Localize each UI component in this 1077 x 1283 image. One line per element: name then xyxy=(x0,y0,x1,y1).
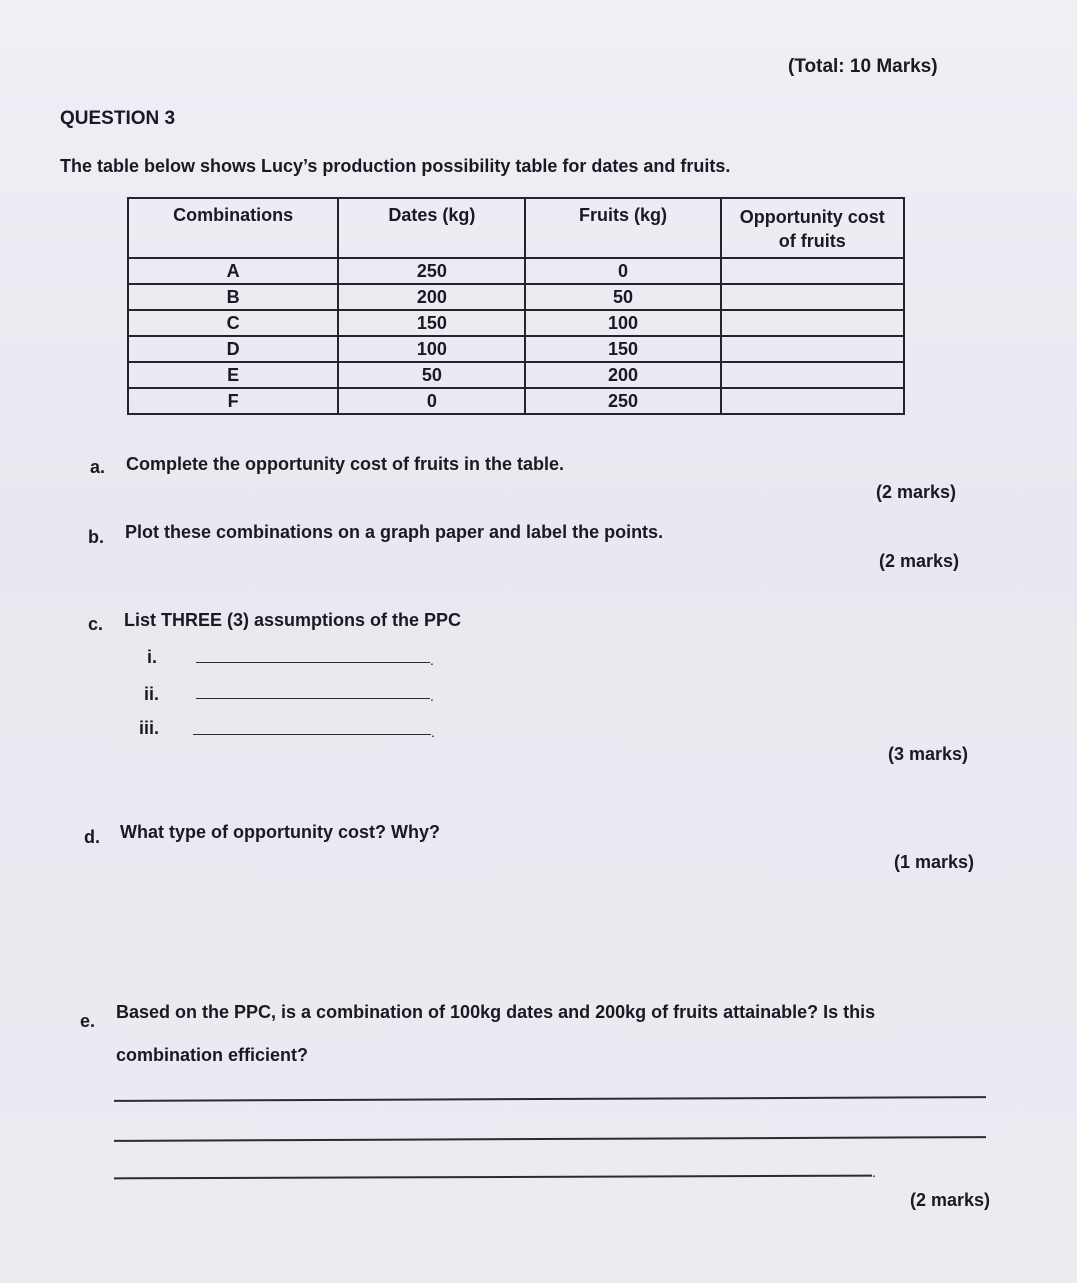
part-c-text: List THREE (3) assumptions of the PPC xyxy=(124,610,462,630)
cell-combination: A xyxy=(128,258,338,284)
part-d-letter: d. xyxy=(84,827,100,847)
cell-fruits: 50 xyxy=(525,284,720,310)
cell-fruits: 250 xyxy=(525,388,720,414)
question-heading: QUESTION 3 xyxy=(60,108,176,129)
part-a-marks: (2 marks) xyxy=(876,482,957,502)
cell-fruits: 100 xyxy=(525,310,720,336)
punctuation-dot: . xyxy=(430,652,434,668)
header-dates: Dates (kg) xyxy=(338,198,525,258)
cell-combination: F xyxy=(128,388,338,414)
punctuation-dot: . xyxy=(431,724,435,740)
cell-combination: E xyxy=(128,362,338,388)
table-row xyxy=(128,258,904,284)
cell-dates: 100 xyxy=(338,336,525,362)
part-d-marks: (1 marks) xyxy=(894,852,975,872)
answer-line-e-1[interactable] xyxy=(114,1096,986,1102)
table-row xyxy=(128,284,904,310)
cell-fruits: 150 xyxy=(525,336,720,362)
part-b-letter: b. xyxy=(88,527,104,547)
answer-line-e-2[interactable] xyxy=(114,1136,986,1142)
cell-combination: B xyxy=(128,284,338,310)
part-e-letter: e. xyxy=(80,1011,96,1031)
table-row xyxy=(128,362,904,388)
cell-fruits: 200 xyxy=(525,362,720,388)
cell-dates: 50 xyxy=(338,362,525,388)
cell-fruits: 0 xyxy=(525,258,720,284)
table-row xyxy=(128,310,904,336)
cell-dates: 0 xyxy=(338,388,525,414)
production-possibility-table xyxy=(127,197,905,415)
cell-opportunity-cost[interactable] xyxy=(721,336,904,362)
part-e-marks: (2 marks) xyxy=(910,1190,991,1210)
header-fruits: Fruits (kg) xyxy=(525,198,720,258)
punctuation-dot: . xyxy=(872,1164,876,1180)
cell-dates: 250 xyxy=(338,258,525,284)
part-e-text-line2: combination efficient? xyxy=(116,1045,309,1065)
answer-line-c-iii[interactable] xyxy=(193,734,431,735)
question-intro: The table below shows Lucy’s production possibility table for dates and fruits. xyxy=(60,156,731,176)
header-opportunity-cost xyxy=(721,198,904,258)
part-e-text-line1: Based on the PPC, is a combination of 100kg dates and 200kg of fruits attainable? Is this xyxy=(116,1002,876,1022)
header-combinations: Combinations xyxy=(128,198,338,258)
part-c-marks: (3 marks) xyxy=(888,744,969,764)
part-a-letter: a. xyxy=(90,457,106,477)
cell-dates: 200 xyxy=(338,284,525,310)
total-marks: (Total: 10 Marks) xyxy=(788,56,938,77)
part-a-text: Complete the opportunity cost of fruits in the table. xyxy=(126,454,565,474)
part-b-marks: (2 marks) xyxy=(879,551,960,571)
punctuation-dot: . xyxy=(430,688,434,704)
part-b-text: Plot these combinations on a graph paper and label the points. xyxy=(125,522,664,542)
part-d-text: What type of opportunity cost? Why? xyxy=(120,822,440,842)
table-row xyxy=(128,336,904,362)
header-opportunity-cost-label: Opportunity cost of fruits xyxy=(739,207,885,251)
answer-line-c-i[interactable] xyxy=(196,662,430,663)
part-c-sub-ii: ii. xyxy=(144,684,160,704)
cell-opportunity-cost[interactable] xyxy=(721,388,904,414)
table-header-row xyxy=(128,198,904,258)
cell-combination: C xyxy=(128,310,338,336)
part-c-letter: c. xyxy=(88,614,104,634)
cell-dates: 150 xyxy=(338,310,525,336)
cell-combination: D xyxy=(128,336,338,362)
part-c-sub-iii: iii. xyxy=(139,718,160,738)
answer-line-e-3[interactable] xyxy=(114,1175,872,1180)
cell-opportunity-cost[interactable] xyxy=(721,284,904,310)
table-row xyxy=(128,388,904,414)
answer-line-c-ii[interactable] xyxy=(196,698,430,699)
cell-opportunity-cost[interactable] xyxy=(721,258,904,284)
cell-opportunity-cost[interactable] xyxy=(721,362,904,388)
cell-opportunity-cost[interactable] xyxy=(721,310,904,336)
part-c-sub-i: i. xyxy=(147,647,158,667)
